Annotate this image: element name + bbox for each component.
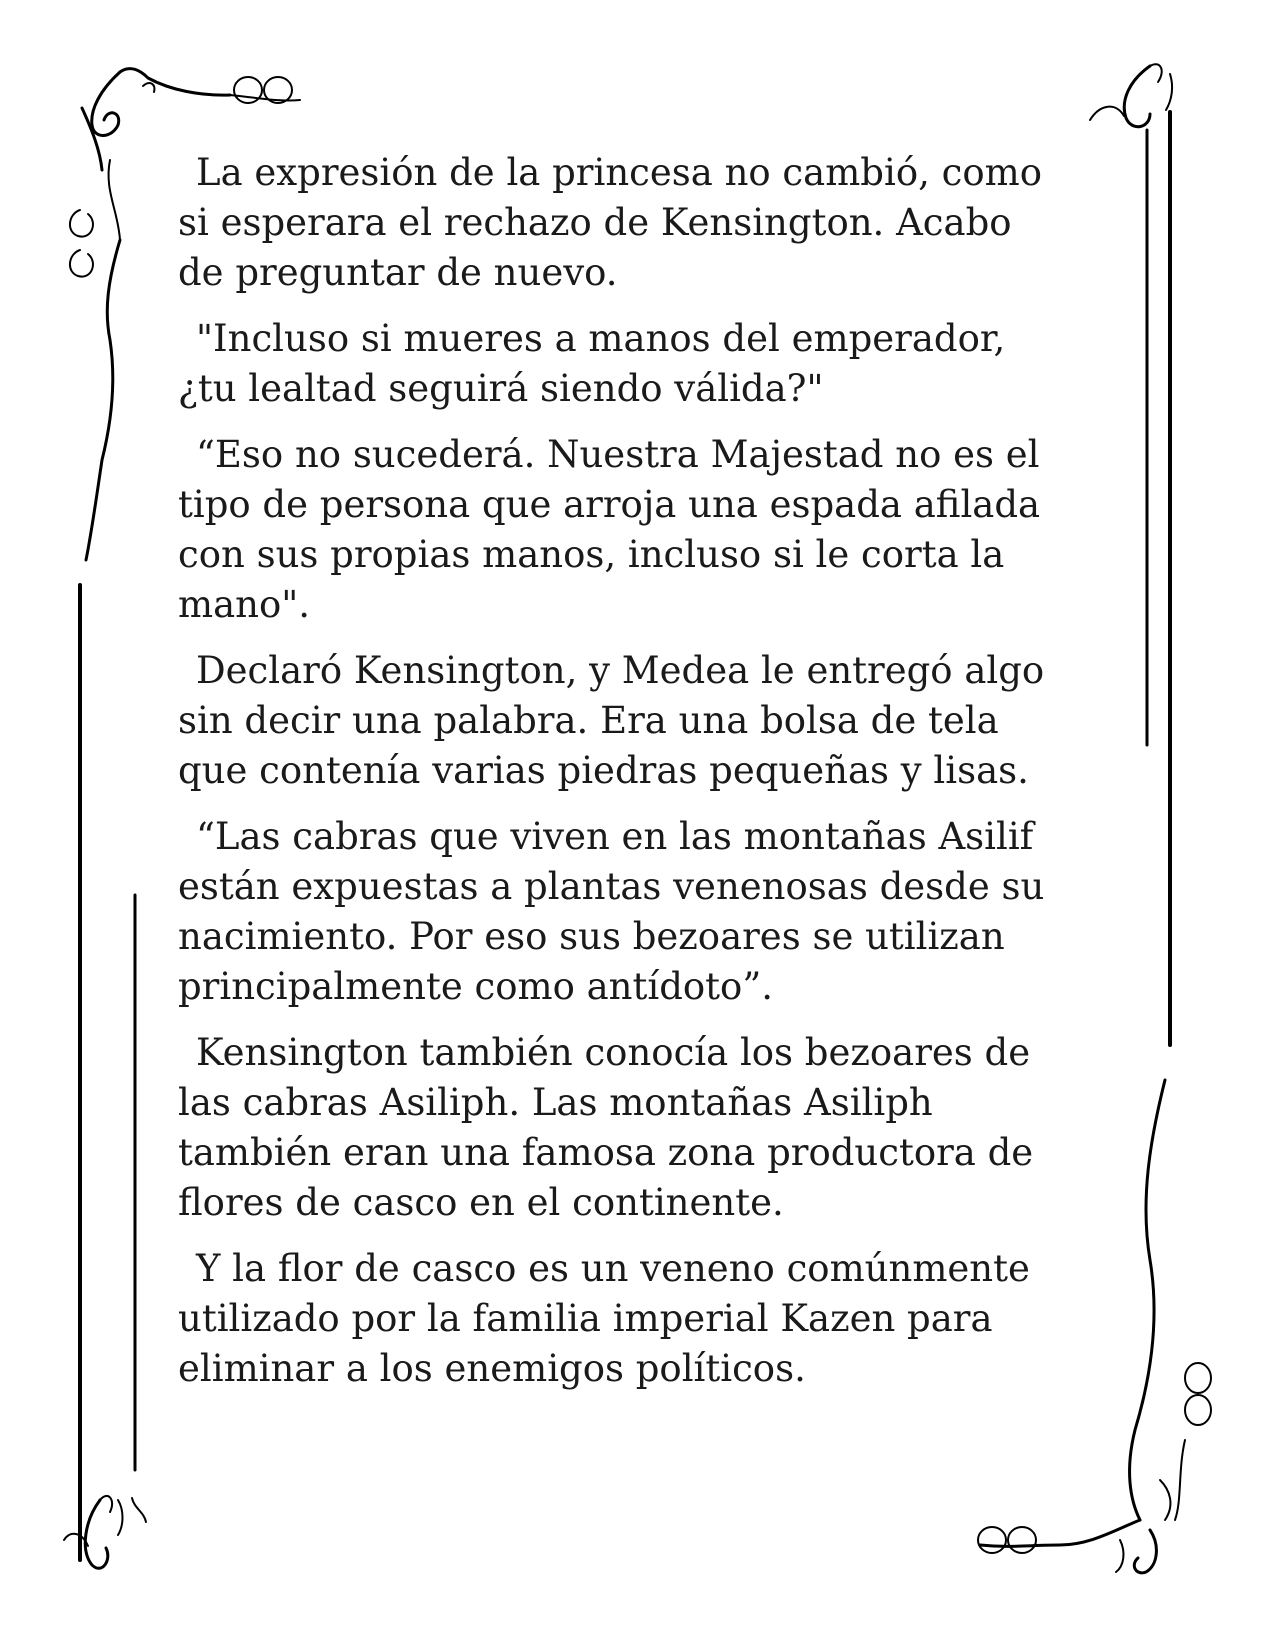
paragraph: Kensington también conocía los bezoares de las cabras Asiliph. Las montañas Asiliph también eran una famosa zona productora de flores de casco en el continente. — [178, 1031, 1034, 1224]
paragraph: Y la flor de casco es un veneno comúnmente utilizado por la familia imperial Kazen para eliminar a los enemigos políticos. — [178, 1247, 1030, 1390]
paragraph: “Eso no sucederá. Nuestra Majestad no es el tipo de persona que arroja una espada afilada con sus propias manos, incluso si le corta la mano". — [178, 433, 1041, 626]
top-right-flourish — [1090, 64, 1172, 165]
paragraph: “Las cabras que viven en las montañas Asilif están expuestas a plantas venenosas desde su nacimiento. Por eso sus bezoares se utilizan principalmente como antídoto”. — [178, 815, 1045, 1008]
paragraph: "Incluso si mueres a manos del emperador, ¿tu lealtad seguirá siendo válida?" — [178, 317, 1006, 410]
paragraph: La expresión de la princesa no cambió, como si esperara el rechazo de Kensington. Acabo de preguntar de nuevo. — [178, 151, 1042, 294]
page-body-text — [178, 148, 1063, 1410]
paragraph: Declaró Kensington, y Medea le entregó algo sin decir una palabra. Era una bolsa de tela que contenía varias piedras pequeñas y lisas. — [178, 649, 1045, 792]
bottom-left-flourish — [64, 1496, 146, 1568]
